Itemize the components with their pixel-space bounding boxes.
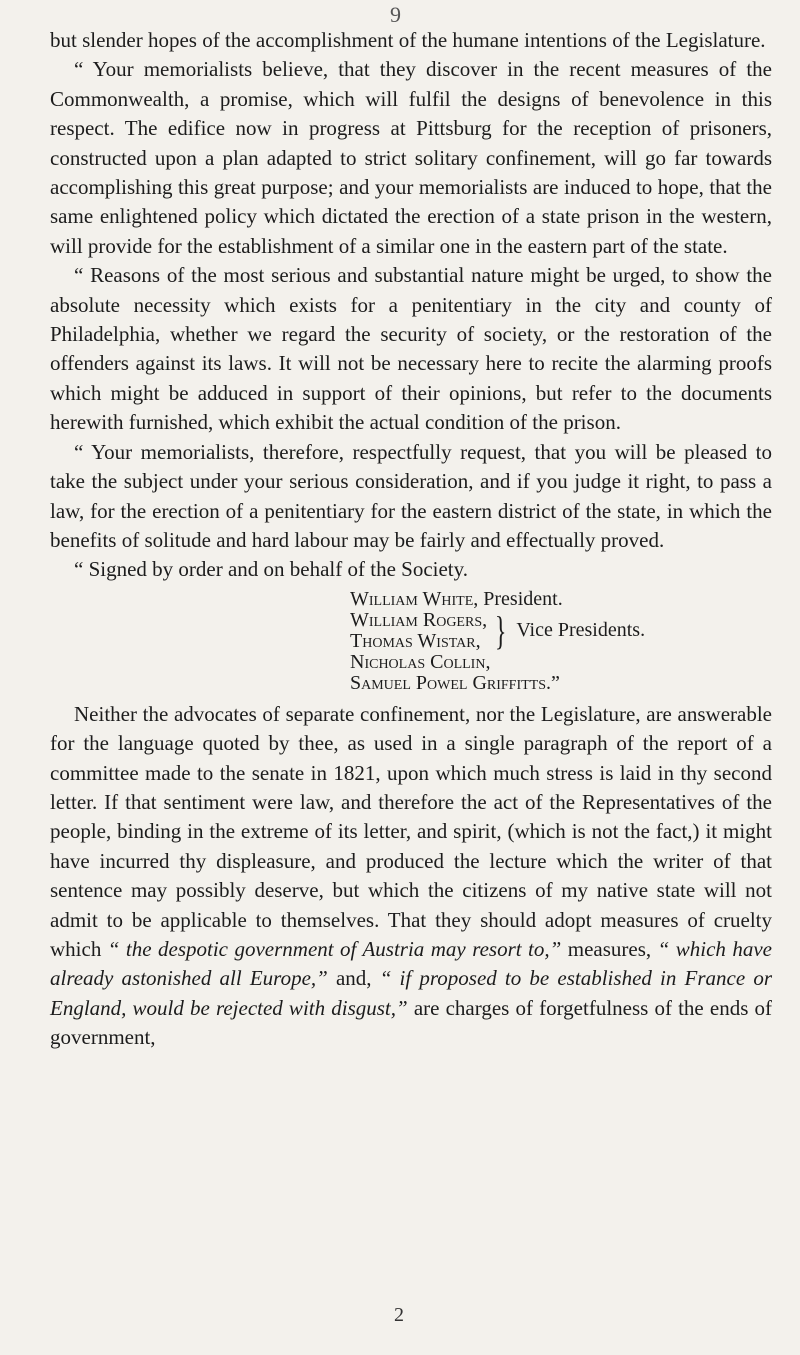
closing-end: are charges of forgetfulness of the ends of government, — [50, 995, 772, 1050]
vice-president-2: Thomas Wistar, — [350, 629, 481, 652]
closing-mid2: and, — [327, 966, 380, 991]
signature-collin: Nicholas Collin, — [350, 650, 491, 673]
vice-presidents-title: Vice Presidents. — [516, 619, 646, 642]
closing-mid1: measures, — [561, 936, 658, 961]
president-title: President. — [483, 587, 563, 610]
quote-europe: “ which have already astonished all Europe,” — [50, 936, 772, 991]
paragraph-request: “ Your memorialists, therefore, respectfully request, that you will be pleased to take the subject under your serious consideration, and if you judge it right, to pass a law, for the erection of a penitentiary for the eastern district of the state, in which the benefits of solitude and hard labour may be fairly and effectually proved. — [50, 439, 772, 552]
signature-vice-presidents — [350, 607, 772, 653]
signature-mark: 2 — [394, 1304, 404, 1326]
president-name: William White, — [350, 587, 479, 610]
paragraph-memorialists-believe: “ Your memorialists believe, that they discover in the recent measures of the Commonwealth, a promise, which will fulfil the designs of benevolence in this respect. The edifice now in progress at Pittsburg for the reception of prisoners, constructed upon a plan adapted to strict solitary confinement, will go far towards accomplishing this great purpose; and your memorialists are induced to hope, that the same enlightened policy which dictated the erection of a state prison in the western, will provide for the establishment of a similar one in the eastern part of the state. — [50, 57, 772, 258]
vice-president-1: William Rogers, — [350, 608, 488, 631]
signature-president — [350, 589, 772, 610]
paragraph-continuation: but slender hopes of the accomplishment of the humane intentions of the Legislature. — [50, 28, 766, 52]
document-body — [50, 26, 772, 1053]
brace-glyph: } — [494, 607, 507, 653]
signature-block — [350, 589, 772, 694]
signature-griffitts: Samuel Powel Griffitts.” — [350, 671, 560, 694]
paragraph-signed: “ Signed by order and on behalf of the Society. — [74, 557, 469, 582]
closing-intro: Neither the advocates of separate confinement, nor the Legislature, are answerable for the language quoted by thee, as used in a single paragraph of the report of a committee made to the senate in 1821, upon which much stress is laid in thy second letter. If that sentiment were law, and therefore the act of the Representatives of the people, binding in the extreme of its letter, and spirit, (which is not the fact,) it might have incurred thy displeasure, and produced the lecture which the writer of that sentence may possibly deserve, but which the citizens of my native state will not admit to be applicable to themselves. That they should adopt measures of cruelty which — [50, 701, 772, 961]
page-number-top: 9 — [390, 2, 401, 27]
quote-austria: “ the despotic government of Austria may resort to,” — [107, 936, 562, 961]
paragraph-reasons: “ Reasons of the most serious and substantial nature might be urged, to show the absolute necessity which exists for a penitentiary in the city and county of Philadelphia, whether we regard the security of society, or the restoration of the offenders against its laws. It will not be necessary here to recite the alarming proofs which might be adduced in support of their opinions, but refer to the documents herewith furnished, which exhibit the actual condition of the prison. — [50, 263, 772, 435]
paragraph-closing — [50, 700, 772, 1053]
quote-disgust: “ if proposed to be established in France or England, would be rejected with disgust,” — [50, 966, 773, 1020]
